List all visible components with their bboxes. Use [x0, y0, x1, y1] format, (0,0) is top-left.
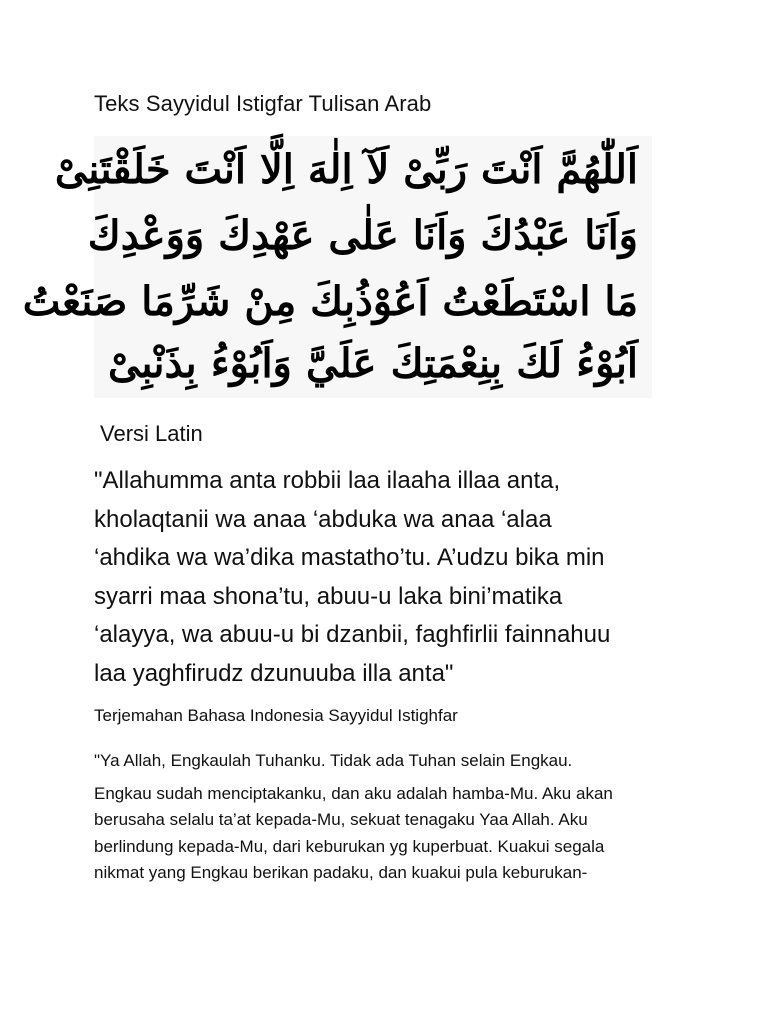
latin-line: "Allahumma anta robbii laa ilaaha illaa anta,	[94, 467, 561, 494]
latin-paragraph	[94, 462, 694, 693]
translation-line: berlindung kepada-Mu, dari keburukan yg kuperbuat. Kuakui segala	[94, 836, 605, 856]
latin-line: kholaqtanii wa anaa ‘abduka wa anaa ‘alaa	[94, 505, 552, 533]
arabic-line: مَا اسْتَطَعْتُ اَعُوْذُبِكَ مِنْ شَرِّمَا صَنَعْتُ	[22, 278, 638, 325]
latin-line: syarri maa shona’tu, abuu-u laka bini’matika	[94, 582, 563, 610]
translation-line: nikmat yang Engkau berikan padaku, dan kuakui pula keburukan-	[94, 863, 588, 882]
latin-line: ‘alayya, wa abuu-u bi dzanbii, faghfirlii fainnahuu	[94, 621, 611, 648]
translation-heading: Terjemahan Bahasa Indonesia Sayyidul Istighfar	[94, 706, 458, 725]
page-title: Teks Sayyidul Istigfar Tulisan Arab	[94, 91, 432, 116]
arabic-line: اَبُوْءُ لَكَ بِنِعْمَتِكَ عَلَيَّ وَاَبُوْءُ بِذَنْبِىْ	[108, 340, 638, 387]
translation-line: berusaha selalu ta’at kepada-Mu, sekuat tenagaku Yaa Allah. Aku	[94, 810, 588, 829]
latin-line: laa yaghfirudz dzunuuba illa anta"	[94, 659, 454, 687]
arabic-text-image	[22, 136, 652, 398]
latin-heading: Versi Latin	[100, 421, 203, 446]
translation-line: "Ya Allah, Engkaulah Tuhanku. Tidak ada Tuhan selain Engkau.	[94, 751, 573, 770]
latin-line: ‘ahdika wa wa’dika mastatho’tu. A’udzu bika min	[94, 544, 605, 571]
translation-line: Engkau sudah menciptakanku, dan aku adalah hamba-Mu. Aku akan	[94, 783, 613, 803]
arabic-line: وَاَنَا عَبْدُكَ وَاَنَا عَلٰى عَهْدِكَ وَوَعْدِكَ	[87, 212, 638, 259]
translation-paragraph	[94, 748, 714, 887]
arabic-line: اَللّٰهُمَّ اَنْتَ رَبِّىْ لَآ اِلٰهَ اِلَّا اَنْتَ خَلَقْتَنِىْ	[54, 146, 638, 193]
